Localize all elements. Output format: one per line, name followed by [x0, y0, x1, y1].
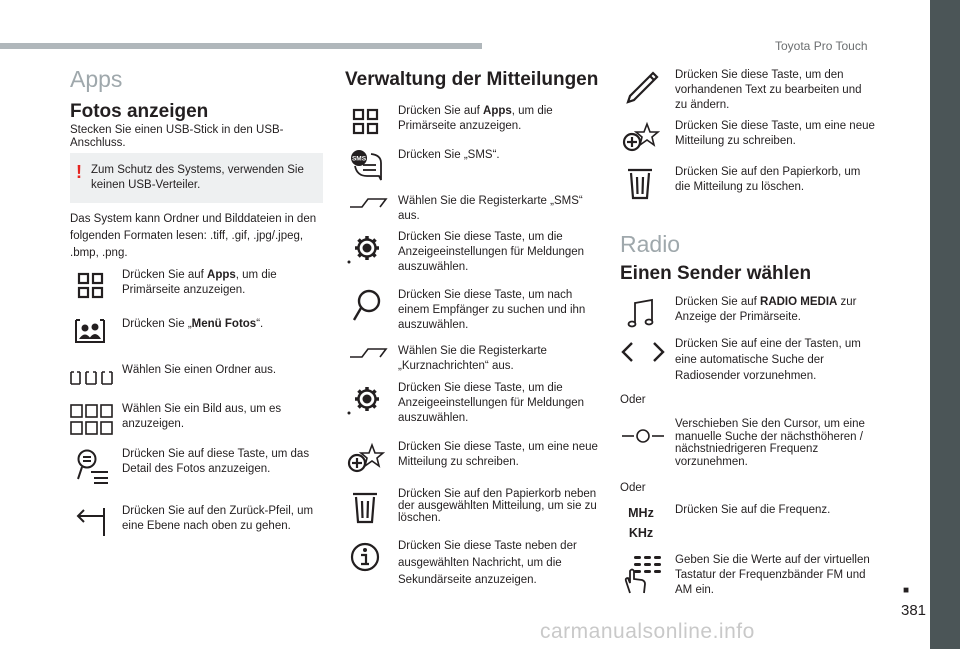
- sms-icon: [345, 145, 385, 181]
- step-text: Drücken Sie diese Taste neben der ausgewählten Nachricht, um die Sekundärseite anzuzeigen.: [398, 540, 577, 586]
- step-text: Drücken Sie auf eine der Tasten, um eine automatische Suche der Radiosender vorzunehmen.: [675, 338, 861, 382]
- header-rule: [0, 43, 482, 49]
- step-text: Verschieben Sie den Cursor, um eine manuelle Suche der nächsthöheren / nächstniedrigeren Frequenz vorzunehmen.: [675, 418, 865, 468]
- trash-icon[interactable]: [620, 166, 660, 202]
- oder-label: Oder: [620, 482, 646, 494]
- frequency-icon[interactable]: [620, 503, 662, 543]
- step-text: Wählen Sie einen Ordner aus.: [122, 364, 277, 376]
- edit-pen-icon[interactable]: [620, 70, 660, 106]
- step-text: Drücken Sie auf den Papierkorb neben der ausgewählten Mitteilung, um sie zu löschen.: [398, 488, 597, 524]
- step-text: Drücken Sie auf die Frequenz.: [675, 504, 831, 516]
- music-note-icon[interactable]: [620, 297, 660, 333]
- new-message-icon[interactable]: [620, 120, 660, 156]
- warning-icon: !: [76, 162, 82, 182]
- section-title-apps: Apps: [70, 66, 123, 92]
- intro-text: Stecken Sie einen USB-Stick in den USB-Anschluss.: [70, 124, 284, 149]
- svg-text:SMS: SMS: [351, 155, 367, 163]
- step-text: Drücken Sie diese Taste, um eine neue Mitteilung zu schreiben.: [675, 120, 875, 147]
- step-text: Drücken Sie auf diese Taste, um das Detail des Fotos anzuzeigen.: [122, 448, 310, 475]
- settings-gear-icon[interactable]: [345, 231, 385, 267]
- tab-icon: [345, 186, 391, 222]
- heading-verwaltung: Verwaltung der Mitteilungen: [345, 69, 599, 90]
- step-text: Drücken Sie diese Taste, um die Anzeigeeinstellungen für Meldungen auszuwählen.: [398, 382, 585, 424]
- mhz-label: MHz: [628, 506, 654, 520]
- page-edge-bar: [930, 0, 960, 649]
- khz-label: KHz: [628, 526, 654, 540]
- step-text: Drücken Sie auf den Zurück-Pfeil, um eine Ebene nach oben zu gehen.: [122, 505, 314, 532]
- section-title-radio: Radio: [620, 231, 681, 257]
- step-text: Geben Sie die Werte auf der virtuellen Tastatur der Frequenzbänder FM und AM ein.: [675, 554, 870, 596]
- step-text: Wählen Sie ein Bild aus, um es anzuzeigen.: [122, 403, 282, 430]
- apps-grid-icon: [70, 268, 110, 304]
- formats-text: Das System kann Ordner und Bilddateien in den folgenden Formaten lesen: .tiff, .gif, .jpg/.jpeg, .bmp, .png.: [70, 213, 317, 259]
- heading-fotos-anzeigen: Fotos anzeigen: [70, 101, 209, 122]
- settings-gear-icon[interactable]: [345, 382, 385, 418]
- step-text: Drücken Sie diese Taste, um nach einem Empfänger zu suchen und ihn auszuwählen.: [398, 289, 586, 331]
- page-number: 381: [901, 602, 927, 619]
- continue-marker: ■: [903, 585, 910, 596]
- picture-grid-icon: [70, 402, 114, 438]
- info-icon[interactable]: [345, 539, 385, 575]
- keypad-icon[interactable]: [620, 553, 664, 597]
- step-text: Drücken Sie auf RADIO MEDIA zur Anzeige der Primärseite.: [675, 296, 857, 323]
- folders-icon: [70, 362, 114, 398]
- step-text: Drücken Sie diese Taste, um die Anzeigeeinstellungen für Meldungen auszuwählen.: [398, 231, 585, 273]
- heading-einen-sender: Einen Sender wählen: [620, 263, 812, 284]
- apps-grid-icon: [345, 104, 385, 140]
- tuning-slider-icon[interactable]: [620, 418, 666, 454]
- step-text: Drücken Sie diese Taste, um den vorhandenen Text zu bearbeiten und zu ändern.: [675, 69, 862, 111]
- new-message-icon[interactable]: [345, 441, 385, 477]
- step-text: Drücken Sie auf Apps, um die Primärseite anzuzeigen.: [122, 269, 277, 296]
- search-icon[interactable]: [345, 288, 385, 324]
- detail-view-icon: [70, 448, 110, 484]
- step-text: Wählen Sie die Registerkarte „Kurznachrichten“ aus.: [398, 345, 547, 372]
- photos-menu-icon: [70, 312, 110, 348]
- step-text: Drücken Sie diese Taste, um eine neue Mitteilung zu schreiben.: [398, 441, 598, 468]
- step-text: Wählen Sie die Registerkarte „SMS“ aus.: [398, 195, 583, 222]
- step-text: Drücken Sie „SMS“.: [398, 149, 500, 161]
- manual-title: Toyota Pro Touch: [775, 39, 868, 53]
- tab-icon: [345, 336, 391, 372]
- prev-next-icon[interactable]: [620, 337, 666, 373]
- oder-label: Oder: [620, 394, 646, 406]
- back-arrow-icon: [70, 502, 110, 538]
- note-text: Zum Schutz des Systems, verwenden Sie keinen USB-Verteiler.: [91, 164, 304, 191]
- trash-icon[interactable]: [345, 490, 385, 526]
- step-text: Drücken Sie „Menü Fotos“.: [122, 318, 264, 330]
- step-text: Drücken Sie auf den Papierkorb, um die Mitteilung zu löschen.: [675, 166, 861, 193]
- watermark: carmanualsonline.info: [540, 620, 755, 643]
- step-text: Drücken Sie auf Apps, um die Primärseite anzuzeigen.: [398, 105, 553, 132]
